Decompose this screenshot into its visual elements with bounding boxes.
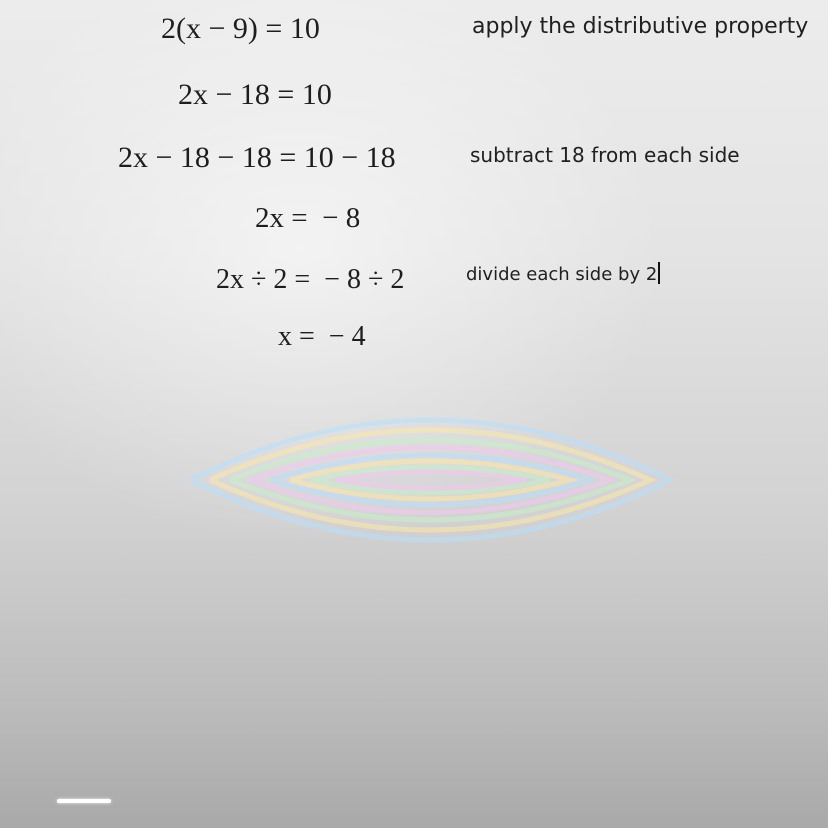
note-step-3: subtract 18 from each side	[470, 143, 740, 167]
equation-step-6: x = − 4	[278, 321, 366, 352]
equation-step-4: 2x = − 8	[255, 202, 361, 234]
note-step-1: apply the distributive property	[472, 14, 809, 39]
equation-step-1: 2(x − 9) = 10	[161, 12, 320, 45]
equation-step-2: 2x − 18 = 10	[178, 78, 332, 111]
equation-step-3: 2x − 18 − 18 = 10 − 18	[118, 141, 396, 174]
taskbar-indicator-icon[interactable]	[57, 799, 111, 803]
note-step-5-text: divide each side by 2	[466, 264, 658, 285]
text-cursor-icon	[658, 262, 660, 284]
equation-step-5: 2x ÷ 2 = − 8 ÷ 2	[216, 264, 405, 295]
screen-moire-pattern	[150, 370, 710, 580]
note-step-5[interactable]	[466, 262, 660, 284]
